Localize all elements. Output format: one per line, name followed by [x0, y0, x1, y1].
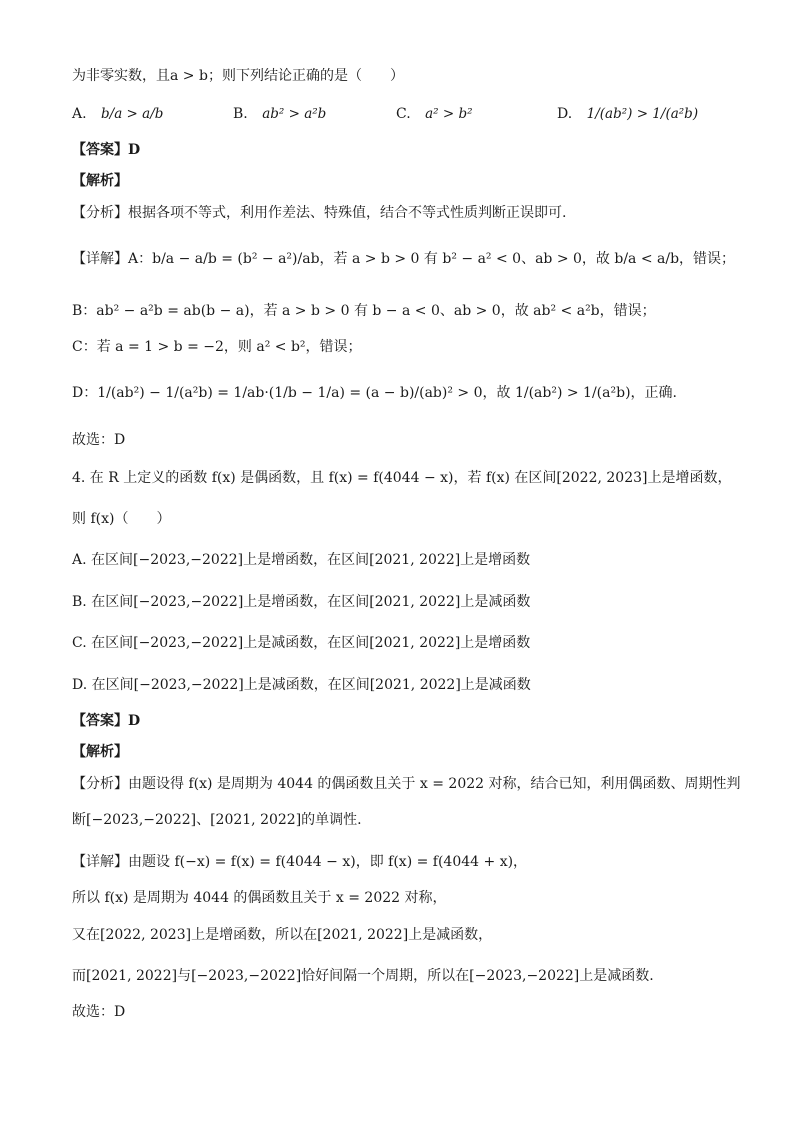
q4-stem-line2: 则 f(x)（ ） [72, 511, 171, 527]
q3-choose: 故选：D [72, 432, 126, 448]
q4-option-a: A. 在区间[−2023,−2022]上是增函数，在区间[2021, 2022]上是增函数 [72, 552, 531, 568]
q3-fenxi: 【分析】根据各项不等式，利用作差法、特殊值，结合不等式性质判断正误即可. [72, 205, 567, 221]
q3-option-d [557, 104, 698, 124]
option-label: D. [557, 106, 573, 122]
option-text: 1/(ab²) > 1/(a²b) [586, 106, 699, 122]
q3-xiangjie-c: C：若 a = 1 > b = −2，则 a² < b²，错误； [72, 339, 362, 355]
q4-option-b: B. 在区间[−2023,−2022]上是增函数，在区间[2021, 2022]上是减函数 [72, 594, 531, 610]
q4-stem-line1: 4. 在 R 上定义的函数 f(x) 是偶函数，且 f(x) = f(4044 − x)，若 f(x) 在区间[2022, 2023]上是增函数， [72, 470, 732, 486]
option-text: b/a > a/b [101, 106, 164, 122]
q4-answer: 【答案】D [72, 713, 141, 729]
q3-stem: 为非零实数，且a > b；则下列结论正确的是（ ） [72, 68, 404, 84]
q4-choose: 故选：D [72, 1004, 126, 1020]
q4-fenxi-line1: 【分析】由题设得 f(x) 是周期为 4044 的偶函数且关于 x = 2022 对称，结合已知，利用偶函数、周期性判 [72, 776, 741, 792]
q3-xiangjie-a: 【详解】A：b/a − a/b = (b² − a²)/ab，若 a > b > 0 有 b² − a² < 0、ab > 0，故 b/a < a/b，错误； [72, 251, 736, 267]
q4-xiangjie-3: 又在[2022, 2023]上是增函数，所以在[2021, 2022]上是减函数， [72, 927, 493, 943]
q3-option-a [72, 104, 163, 124]
q3-xiangjie-d: D：1/(ab²) − 1/(a²b) = 1/ab·(1/b − 1/a) = (a − b)/(ab)² > 0，故 1/(ab²) > 1/(a²b)，正确. [72, 385, 677, 401]
option-label: A. [72, 106, 87, 122]
q3-option-b [233, 104, 326, 124]
q4-xiangjie-1: 【详解】由题设 f(−x) = f(x) = f(4044 − x)，即 f(x) = f(4044 + x)， [72, 854, 528, 870]
q3-analysis-heading: 【解析】 [72, 173, 128, 189]
q4-fenxi-line2: 断[−2023,−2022]、[2021, 2022]的单调性. [72, 812, 362, 828]
q3-option-c [396, 104, 473, 124]
q3-xiangjie-b: B：ab² − a²b = ab(b − a)，若 a > b > 0 有 b − a < 0、ab > 0，故 ab² < a²b，错误； [72, 303, 656, 319]
q4-analysis-heading: 【解析】 [72, 744, 128, 760]
option-text: a² > b² [425, 106, 473, 122]
q4-xiangjie-4: 而[2021, 2022]与[−2023,−2022]恰好间隔一个周期，所以在[−2023,−2022]上是减函数. [72, 968, 654, 984]
q4-xiangjie-2: 所以 f(x) 是周期为 4044 的偶函数且关于 x = 2022 对称， [72, 890, 447, 906]
option-text: ab² > a²b [262, 106, 327, 122]
option-label: B. [233, 106, 248, 122]
q4-option-d: D. 在区间[−2023,−2022]上是减函数，在区间[2021, 2022]上是减函数 [72, 677, 531, 693]
option-label: C. [396, 106, 411, 122]
q4-option-c: C. 在区间[−2023,−2022]上是减函数，在区间[2021, 2022]上是增函数 [72, 635, 531, 651]
q3-answer: 【答案】D [72, 142, 141, 158]
